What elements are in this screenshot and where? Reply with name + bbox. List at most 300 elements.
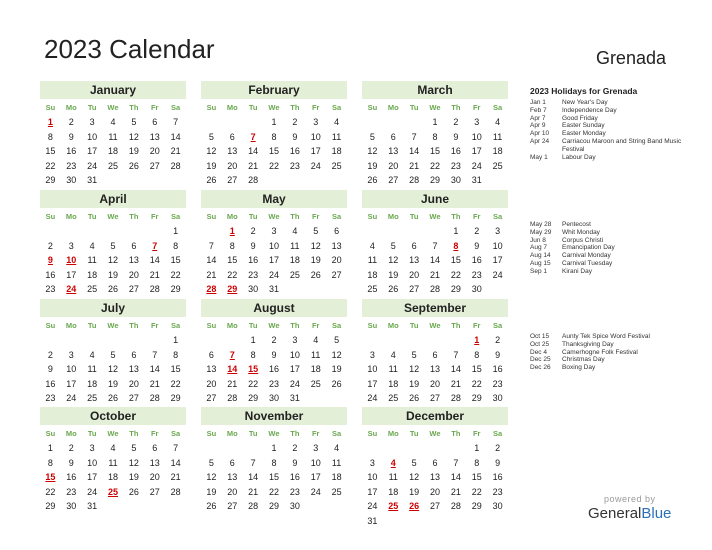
weekday-header (362, 427, 508, 441)
empty-day (425, 224, 446, 239)
brand-logo[interactable] (588, 494, 671, 522)
day-cell: 12 (331, 349, 342, 360)
weekday-label: Mo (65, 103, 77, 112)
day-cell: 25 (87, 284, 98, 294)
day-cell: 11 (331, 457, 342, 468)
day-cell: 1 (453, 226, 459, 236)
day-cell: 1 (474, 443, 480, 453)
day-grid (362, 333, 508, 406)
day-cell: 27 (331, 269, 342, 280)
weekday-label: Th (290, 429, 300, 438)
day-cell: 23 (471, 269, 482, 280)
day-cell: 28 (170, 160, 181, 171)
weekday-label: We (268, 103, 280, 112)
weekday-label: Fr (311, 429, 320, 438)
holiday-list (530, 221, 700, 276)
day-cell: 13 (206, 364, 217, 374)
weekday-label: Fr (311, 212, 320, 221)
weekday-label: We (268, 212, 280, 221)
day-cell: 1 (271, 117, 277, 127)
day-cell: 2 (495, 335, 501, 345)
day-cell: 6 (334, 226, 340, 236)
day-cell: 12 (107, 364, 118, 374)
day-cell: 24 (310, 160, 321, 171)
weekday-label: We (268, 429, 280, 438)
day-cell: 5 (313, 226, 319, 236)
day-cell: 2 (47, 349, 53, 360)
day-cell: 19 (128, 146, 139, 156)
day-cell: 9 (271, 349, 277, 360)
day-cell: 8 (432, 131, 438, 142)
empty-day (243, 115, 264, 130)
day-cell: 15 (429, 146, 440, 156)
day-cell: 18 (388, 378, 399, 389)
day-cell: 4 (110, 443, 116, 453)
day-grid (40, 224, 186, 311)
day-cell: 3 (369, 349, 375, 360)
day-cell: 17 (492, 255, 503, 265)
day-cell: 2 (271, 335, 277, 345)
month-march (362, 81, 508, 188)
day-cell: 27 (149, 160, 160, 171)
empty-day (123, 333, 144, 348)
day-cell: 24 (310, 486, 321, 497)
holiday-name: Carnival Monday (562, 252, 611, 260)
day-cell: 26 (128, 486, 139, 497)
day-cell: 11 (290, 240, 300, 251)
day-cell: 25 (289, 269, 300, 280)
month-name: September (362, 299, 508, 317)
month-name: June (362, 190, 508, 208)
day-grid (362, 441, 508, 528)
day-cell: 14 (409, 146, 420, 156)
weekday-label: Mo (387, 321, 399, 330)
day-cell: 1 (47, 443, 53, 453)
day-cell: 15 (268, 146, 279, 156)
day-cell: 26 (388, 284, 399, 294)
empty-day (362, 224, 383, 239)
holiday-day-cell: 28 (206, 284, 217, 294)
day-cell: 27 (429, 393, 440, 403)
day-cell: 5 (131, 117, 137, 127)
weekday-label: Fr (472, 429, 481, 438)
empty-day (362, 441, 383, 456)
day-cell: 24 (87, 160, 98, 171)
day-cell: 6 (152, 443, 158, 453)
holiday-date: May 29 (530, 228, 552, 236)
day-cell: 16 (492, 472, 503, 482)
holiday-item (530, 244, 700, 252)
day-cell: 8 (271, 131, 277, 142)
day-cell: 10 (310, 457, 321, 468)
day-cell: 17 (66, 378, 77, 389)
holiday-date: Aug 14 (530, 252, 551, 260)
day-cell: 9 (474, 240, 480, 251)
holiday-item (530, 341, 700, 349)
day-cell: 24 (367, 501, 378, 511)
month-name: November (201, 407, 347, 425)
day-cell: 13 (388, 146, 399, 156)
day-cell: 9 (495, 457, 501, 468)
month-december (362, 407, 508, 528)
holiday-item (530, 333, 700, 341)
weekday-label: Sa (170, 321, 181, 330)
holiday-date: Dec 4 (530, 348, 547, 356)
holiday-day-cell: 9 (47, 255, 53, 265)
weekday-label: Sa (492, 321, 503, 330)
day-cell: 17 (367, 378, 378, 389)
day-cell: 9 (250, 240, 256, 251)
holiday-date: Sep 1 (530, 267, 547, 275)
holiday-name: Pentecost (562, 221, 591, 228)
weekday-label: Th (290, 212, 300, 221)
day-cell: 8 (47, 457, 53, 468)
weekday-label: Sa (331, 212, 342, 221)
day-cell: 13 (128, 255, 139, 265)
day-cell: 22 (471, 378, 482, 389)
day-cell: 2 (495, 443, 501, 453)
month-november (201, 407, 347, 514)
day-cell: 12 (310, 240, 321, 251)
empty-day (222, 441, 243, 456)
day-cell: 5 (131, 443, 137, 453)
holiday-day-cell: 4 (390, 457, 396, 468)
holiday-day-cell: 29 (227, 284, 238, 294)
day-cell: 21 (170, 472, 181, 482)
day-cell: 18 (87, 269, 98, 280)
day-cell: 31 (268, 284, 279, 294)
day-cell: 6 (390, 131, 396, 142)
empty-day (144, 333, 165, 348)
holiday-day-cell: 1 (474, 335, 480, 345)
holidays-title: 2023 Holidays for Grenada (530, 86, 638, 96)
weekday-label: We (429, 429, 441, 438)
day-cell: 11 (388, 472, 398, 482)
empty-day (425, 333, 446, 348)
day-cell: 30 (492, 393, 503, 403)
day-cell: 20 (429, 378, 440, 389)
holiday-name: Carnival Tuesday (562, 259, 613, 267)
day-cell: 15 (227, 255, 238, 265)
day-cell: 11 (108, 457, 118, 468)
day-cell: 13 (128, 364, 139, 374)
day-cell: 24 (87, 486, 98, 497)
day-cell: 22 (227, 269, 238, 280)
month-name: February (201, 81, 347, 99)
day-cell: 7 (208, 240, 214, 251)
brand-name (588, 505, 671, 522)
day-cell: 3 (495, 226, 501, 236)
day-cell: 23 (45, 393, 56, 403)
day-cell: 27 (388, 175, 399, 185)
day-cell: 15 (268, 472, 279, 482)
day-grid (201, 441, 347, 514)
month-name: October (40, 407, 186, 425)
day-cell: 6 (229, 457, 235, 468)
weekday-label: Tu (248, 212, 258, 221)
day-cell: 2 (292, 443, 298, 453)
weekday-label: Su (45, 103, 56, 112)
weekday-header (201, 427, 347, 441)
day-cell: 17 (289, 364, 300, 374)
day-cell: 5 (110, 240, 116, 251)
empty-day (383, 224, 404, 239)
holiday-date: Dec 26 (530, 364, 551, 372)
day-cell: 23 (289, 160, 300, 171)
day-cell: 2 (453, 117, 459, 127)
day-cell: 27 (128, 393, 139, 403)
holiday-name: Easter Sunday (562, 122, 605, 130)
holiday-list (530, 86, 700, 161)
day-cell: 15 (471, 472, 482, 482)
day-cell: 25 (331, 486, 342, 497)
holiday-day-cell: 15 (248, 364, 259, 374)
day-cell: 11 (492, 131, 503, 142)
day-cell: 6 (229, 131, 235, 142)
day-cell: 27 (128, 284, 139, 294)
weekday-label: Fr (311, 103, 320, 112)
holiday-name: Corpus Christi (562, 236, 604, 244)
day-cell: 16 (289, 472, 300, 482)
weekday-label: We (429, 321, 441, 330)
weekday-label: We (107, 103, 119, 112)
day-cell: 8 (173, 240, 179, 251)
day-cell: 10 (268, 240, 279, 251)
month-name: April (40, 190, 186, 208)
day-cell: 13 (429, 472, 440, 482)
holiday-date: Oct 15 (530, 333, 550, 340)
holiday-name: Camerhogne Folk Festival (562, 348, 638, 356)
day-cell: 11 (367, 255, 378, 265)
day-cell: 6 (131, 349, 137, 360)
day-cell: 21 (149, 269, 160, 280)
day-cell: 14 (450, 364, 461, 374)
holiday-item (530, 115, 700, 123)
day-cell: 24 (268, 269, 279, 280)
day-cell: 29 (429, 175, 440, 185)
day-cell: 4 (292, 226, 298, 236)
holiday-date: Jun 8 (530, 236, 546, 244)
day-cell: 18 (107, 146, 118, 156)
day-cell: 12 (409, 364, 420, 374)
day-cell: 28 (450, 393, 461, 403)
empty-day (103, 224, 124, 239)
day-cell: 1 (173, 226, 179, 236)
weekday-label: Th (290, 321, 300, 330)
day-cell: 27 (227, 175, 238, 185)
day-cell: 21 (227, 378, 238, 389)
day-cell: 11 (311, 349, 321, 360)
weekday-header (40, 319, 186, 333)
day-cell: 5 (411, 457, 417, 468)
day-cell: 3 (313, 443, 319, 453)
weekday-label: Sa (492, 103, 503, 112)
holiday-day-cell: 1 (47, 117, 53, 127)
weekday-header (40, 101, 186, 115)
day-cell: 7 (173, 117, 179, 127)
day-cell: 9 (47, 364, 53, 374)
day-cell: 28 (248, 175, 259, 185)
day-cell: 26 (128, 160, 139, 171)
month-october (40, 407, 186, 514)
day-cell: 19 (128, 472, 139, 482)
empty-day (201, 224, 222, 239)
day-cell: 22 (268, 486, 279, 497)
day-cell: 27 (149, 486, 160, 497)
day-cell: 8 (47, 131, 53, 142)
day-cell: 4 (334, 443, 340, 453)
day-grid (362, 115, 508, 188)
day-cell: 18 (289, 255, 300, 265)
day-cell: 4 (110, 117, 116, 127)
day-cell: 16 (450, 146, 461, 156)
day-cell: 13 (429, 364, 440, 374)
weekday-header (362, 101, 508, 115)
day-cell: 2 (474, 226, 480, 236)
holiday-date: Apr 7 (530, 114, 546, 122)
day-cell: 4 (89, 349, 95, 360)
day-cell: 16 (289, 146, 300, 156)
day-cell: 6 (131, 240, 137, 251)
holiday-day-cell: 10 (66, 255, 77, 265)
holiday-item (530, 260, 700, 268)
weekday-label: Th (451, 212, 461, 221)
day-cell: 12 (206, 472, 217, 482)
day-cell: 1 (250, 335, 256, 345)
day-cell: 25 (310, 378, 321, 389)
day-cell: 4 (334, 117, 340, 127)
holiday-name: Independence Day (562, 106, 617, 114)
empty-day (404, 441, 425, 456)
month-may (201, 190, 347, 297)
day-cell: 23 (248, 269, 259, 280)
day-cell: 16 (268, 364, 279, 374)
weekday-label: Sa (331, 103, 342, 112)
weekday-label: Su (367, 429, 378, 438)
day-grid (201, 224, 347, 297)
day-cell: 12 (409, 472, 420, 482)
day-cell: 8 (229, 240, 235, 251)
day-cell: 18 (107, 472, 118, 482)
day-cell: 20 (331, 255, 342, 265)
calendar-title: 2023 Calendar (44, 34, 215, 64)
day-cell: 3 (89, 117, 95, 127)
day-grid (40, 441, 186, 514)
day-cell: 13 (227, 472, 238, 482)
day-cell: 13 (149, 131, 160, 142)
holiday-day-cell: 25 (388, 501, 399, 511)
day-cell: 28 (149, 393, 160, 403)
day-cell: 17 (471, 146, 482, 156)
day-cell: 9 (68, 131, 74, 142)
day-cell: 8 (250, 349, 256, 360)
day-cell: 6 (208, 349, 214, 360)
day-cell: 26 (331, 378, 342, 389)
day-cell: 20 (149, 472, 160, 482)
day-cell: 22 (248, 378, 259, 389)
empty-day (243, 441, 264, 456)
day-cell: 27 (206, 393, 217, 403)
holiday-day-cell: 25 (107, 486, 118, 497)
day-cell: 1 (271, 443, 277, 453)
day-cell: 15 (471, 364, 482, 374)
day-cell: 3 (271, 226, 277, 236)
day-cell: 28 (450, 501, 461, 511)
day-cell: 21 (248, 160, 259, 171)
day-cell: 25 (87, 393, 98, 403)
day-cell: 21 (450, 378, 461, 389)
day-cell: 20 (388, 160, 399, 171)
holiday-item (530, 107, 700, 115)
day-cell: 2 (68, 117, 74, 127)
day-cell: 3 (68, 240, 74, 251)
holiday-name: Emancipation Day (562, 244, 615, 252)
weekday-label: Su (367, 103, 378, 112)
day-cell: 17 (66, 269, 77, 280)
day-cell: 18 (310, 364, 321, 374)
day-cell: 7 (250, 457, 256, 468)
holiday-day-cell: 14 (227, 364, 238, 374)
day-cell: 10 (367, 364, 378, 374)
day-cell: 14 (248, 472, 259, 482)
day-cell: 31 (289, 393, 300, 403)
day-cell: 20 (206, 378, 217, 389)
day-cell: 23 (492, 486, 503, 497)
day-cell: 28 (227, 393, 238, 403)
day-cell: 13 (331, 240, 342, 251)
weekday-label: Tu (87, 212, 97, 221)
weekday-label: We (268, 321, 280, 330)
weekday-label: Fr (472, 103, 481, 112)
day-cell: 20 (227, 486, 238, 497)
day-cell: 18 (388, 486, 399, 497)
day-cell: 1 (173, 335, 179, 345)
weekday-label: Tu (409, 321, 419, 330)
month-january (40, 81, 186, 188)
day-cell: 23 (450, 160, 461, 171)
day-cell: 12 (367, 146, 378, 156)
weekday-label: Mo (65, 212, 77, 221)
day-cell: 16 (66, 472, 77, 482)
day-cell: 25 (367, 284, 378, 294)
weekday-label: Su (367, 321, 378, 330)
holiday-day-cell: 8 (453, 240, 459, 251)
weekday-label: Mo (387, 212, 399, 221)
weekday-label: Sa (492, 212, 503, 221)
day-cell: 31 (471, 175, 482, 185)
weekday-label: Mo (226, 429, 238, 438)
weekday-label: We (429, 103, 441, 112)
day-cell: 10 (66, 364, 77, 374)
holiday-name: Labour Day (562, 153, 596, 161)
day-cell: 19 (206, 160, 217, 171)
day-cell: 5 (390, 240, 396, 251)
day-cell: 31 (87, 501, 98, 511)
day-cell: 16 (248, 255, 259, 265)
holiday-day-cell: 1 (229, 226, 235, 236)
day-cell: 28 (409, 175, 420, 185)
day-cell: 19 (107, 269, 118, 280)
empty-day (222, 115, 243, 130)
day-cell: 24 (66, 393, 77, 403)
holiday-date: Feb 7 (530, 106, 547, 114)
day-cell: 19 (310, 255, 321, 265)
holiday-date: Aug 15 (530, 259, 551, 267)
day-cell: 30 (66, 175, 77, 185)
day-cell: 13 (227, 146, 238, 156)
empty-day (404, 115, 425, 130)
day-cell: 5 (208, 457, 214, 468)
